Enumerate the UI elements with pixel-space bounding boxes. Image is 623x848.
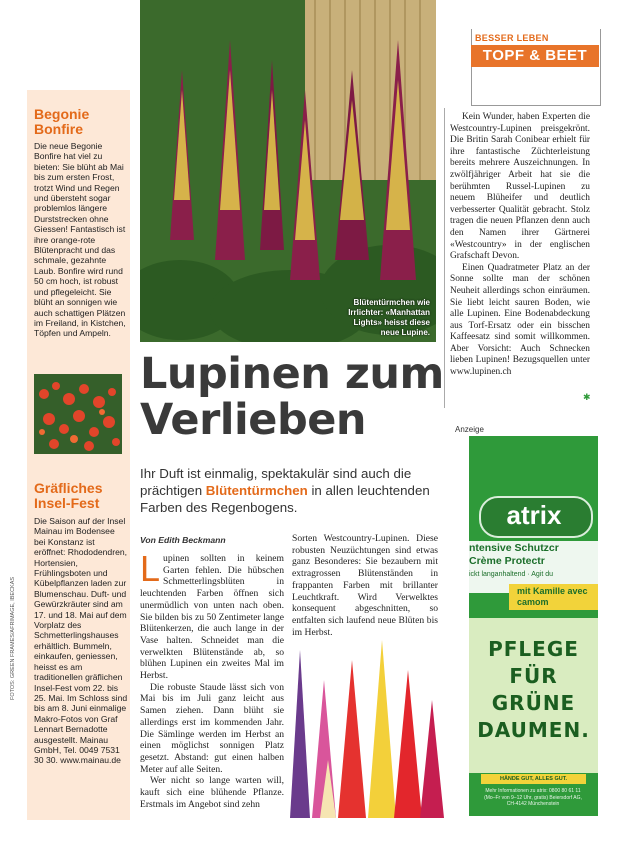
subhead [140,465,440,516]
product-line-1: ntensive Schutzcr [469,542,559,554]
brand-logo: atrix [506,500,562,530]
article-column-3 [450,112,590,379]
col3-paragraph-2: Einen Quadratmeter Platz an der Sonne sollte man der schönen Neuheit allerdings schon einräumen. Sie liebt leicht sauren Boden, wie alle Lupinen. Eine Bodenabdeckung aus Torf-Ersatz oder ein bisschen Kaffeesatz sind somit willkommen. Aber Vorsicht: Auch Schnecken lieben Lupinen! Bezugsquellen unter www.lupinen.ch [450,262,590,378]
col1-paragraph-3: Wer nicht so lange warten will, kauft sich eine blühende Pflanze. Erstmals im Angebot sind zehn [140,775,284,810]
insel-fest-title: Gräfliches Insel-Fest [34,480,103,511]
headline: Lupinen zum Verlieben [140,349,444,445]
col3-paragraph-1: Kein Wunder, haben Experten die Westcountry-Lupinen preisgekrönt. Die Britin Sarah Conibear erhielt für ihre fantastische Züchterleistung bereits mehrere Auszeichnungen. In zwölfjähriger Arbeit hat sie die berühmten Russel-Lupinen zu neuem Blüheifer und deutlich verbesserter Qualität gebracht. Stolz tragen die neuen Pflanzen denn auch den Namen ihrer Gärtnerei «Westcountry» in der englischen Grafschaft Devon. [450,112,590,262]
begonie-title: Begonie Bonfire [34,106,90,137]
subhead-text-end: in allen leuchtenden Farben des Regenbogens. [140,483,430,515]
section-kicker: BESSER LEBEN [475,33,549,43]
ad-tagline: HÄNDE GUT, ALLES GUT. [499,776,568,782]
product-line-2: Crème Protectr [469,555,545,567]
drop-cap: L [140,548,161,589]
begonie-text: Die neue Begonie Bonfire hat viel zu bieten: Sie blüht ab Mai bis zum ersten Frost, trotzt Wind und Regen und übersteht sogar problemlos längere Durststrecken ohne Giessen! Fantastisch ist ihre orange-rote Blütenpracht und das schmale, gezahnte Laub. Bonfire wird rund 50 cm hoch, ist robust und pflegeleicht. Sie blüht an sonnigen wie auch schattigen Plätzen im Freiland, in Kistchen, Töpfen und Ampeln. [34,141,126,339]
ad-label: Anzeige [455,425,484,434]
lupine-rainbow-photo [290,640,444,818]
ad-slogan: PFLEGE FÜR GRÜNE DAUMEN. [477,637,590,742]
col1-paragraph-2: Die robuste Staude lässt sich von Mai bis im Juli ganz leicht aus Samen ziehen. Dann blüht sie allerdings erst im kommenden Jahr. Die Sämlinge werden im Herbst an einen möglichst sonnigen Platz gesetzt. Abstand: gut einen halben Meter auf alle Seiten. [140,681,284,775]
end-mark-icon: ✱ [583,393,591,403]
lupine-photo [140,0,436,342]
product-line-3: ickt langanhaltend · Agit du [469,571,554,578]
subhead-text: Ihr Duft ist einmalig, spektakulär sind auch die prächtigen [140,466,412,498]
article-column-2 [292,533,438,638]
insel-fest-text: Die Saison auf der Insel Mainau im Bodensee bei Konstanz ist eröffnet: Rhododendren, Hortensien, Frühlingsboten und Kübelpflanzen laden zur Blumenschau. Duft- und Gewürzkräuter sind am 17. und 18. Mai auf dem Vorplatz des Schmetterlingshauses erhältlich. Bummeln, einkaufen, geniessen, heisst es am traditionellen gräflichen Insel-Fest vom 22. bis 25. Mai. Im Schloss sind bis am 8. Juni einmalige Makro-Fotos von Graf Lennart Bernadotte ausgestellt. Mainau GmbH, Tel. 0049 7531 30 30. www.mainau.de [34,516,128,766]
section-title: TOPF & BEET [471,45,599,67]
atrix-ad[interactable] [469,436,598,816]
photo-caption: Blütentürmchen wie Irrlichter: «Manhattan Lights» heisst diese neue Lupine. [348,298,430,337]
subhead-highlight: Blütentürmchen [205,483,308,498]
article-column-1 [140,548,284,810]
chamomile-text: mit Kamille avec camom [517,586,588,607]
photo-credit: FOTOS: GREEN FRAMES/AFRIMAGE, IBECKAS [10,576,16,700]
begonia-photo [34,374,122,454]
col2-paragraph-1: Sorten Westcountry-Lupinen. Diese robusten Neuzüchtungen sind etwas ganz Besonderes: Sie bezaubern mit extragrossen Blütenständen in frappanten Farben mit brillanter Leuchtkraft. Wird Verwelktes konsequent abgeschnitten, so entfalten sich laufend neue Blüten bis im Herbst. [292,533,438,638]
ad-info: Mehr Informationen zu atrix: 0800 80 61 11 (Mo–Fr von 9–12 Uhr, gratis) Beiersdorf AG, CH-4142 Münchenstein [484,788,582,807]
col1-paragraph-1: upinen sollten in keinem Garten fehlen. Die hübschen Schmetterlingsblüten in leuchtenden Farben öffnen sich unermüdlich von unten nach oben. Sie bilden bis zu 50 Zentimeter lange Blütenkerzen, die auch lange in der Vase halten. Schneidet man die verwelkten Blütenstände ab, so blühen Lupinen ein zweites Mal im Herbst. [140,553,284,682]
byline: Von Edith Beckmann [140,535,226,545]
